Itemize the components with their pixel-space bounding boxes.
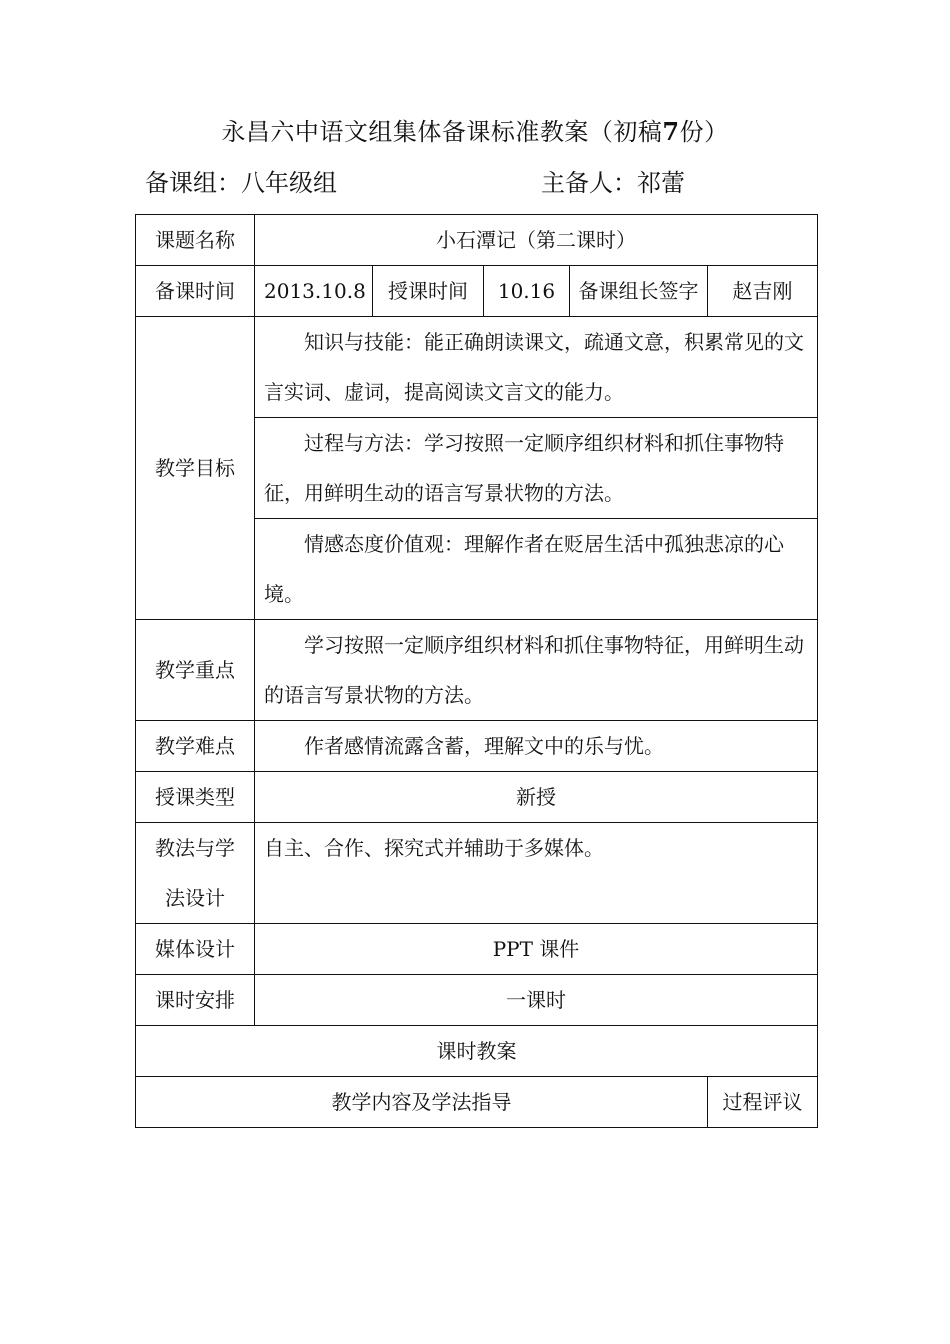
difficulties-value: 作者感情流露含蓄，理解文中的乐与忧。 (255, 721, 818, 772)
table-row (136, 317, 818, 418)
method-label: 教法与学法设计 (136, 823, 255, 924)
teach-time-value: 10.16 (484, 266, 570, 317)
lesson-type-value: 新授 (255, 772, 818, 823)
prep-time-value: 2013.10.8 (255, 266, 373, 317)
table-row (136, 721, 818, 772)
table-row (136, 215, 818, 266)
prep-group: 备课组：八年级组 (145, 169, 337, 197)
table-row (136, 924, 818, 975)
key-points-value: 学习按照一定顺序组织材料和抓住事物特征，用鲜明生动的语言写景状物的方法。 (255, 620, 818, 721)
goal-knowledge: 知识与技能：能正确朗读课文，疏通文意，积累常见的文言实词、虚词，提高阅读文言文的能力。 (255, 317, 818, 418)
table-row (136, 975, 818, 1026)
goals-label: 教学目标 (136, 317, 255, 620)
goal-process: 过程与方法：学习按照一定顺序组织材料和抓住事物特征，用鲜明生动的语言写景状物的方法。 (255, 418, 818, 519)
table-row (136, 772, 818, 823)
content-header: 教学内容及学法指导 (136, 1077, 708, 1128)
lesson-type-label: 授课类型 (136, 772, 255, 823)
key-points-label: 教学重点 (136, 620, 255, 721)
table-row (136, 1026, 818, 1077)
method-value: 自主、合作、探究式并辅助于多媒体。 (255, 823, 818, 924)
leader-sign-value: 赵吉刚 (708, 266, 818, 317)
schedule-label: 课时安排 (136, 975, 255, 1026)
main-preparer: 主备人：祁蕾 (541, 169, 685, 197)
teach-time-label: 授课时间 (373, 266, 484, 317)
topic-label: 课题名称 (136, 215, 255, 266)
media-label: 媒体设计 (136, 924, 255, 975)
difficulties-label: 教学难点 (136, 721, 255, 772)
page-title: 永昌六中语文组集体备课标准教案（初稿7份） (221, 117, 729, 146)
table-row (136, 1077, 818, 1128)
table-row (136, 823, 818, 924)
prep-time-label: 备课时间 (136, 266, 255, 317)
topic-value: 小石潭记（第二课时） (255, 215, 818, 266)
media-value: PPT 课件 (255, 924, 818, 975)
table-row (136, 620, 818, 721)
table-row (136, 266, 818, 317)
lesson-plan-header: 课时教案 (136, 1026, 818, 1077)
leader-sign-label: 备课组长签字 (570, 266, 708, 317)
review-header: 过程评议 (708, 1077, 818, 1128)
goal-emotion: 情感态度价值观：理解作者在贬居生活中孤独悲凉的心境。 (255, 519, 818, 620)
lesson-plan-table (135, 214, 818, 1128)
schedule-value: 一课时 (255, 975, 818, 1026)
